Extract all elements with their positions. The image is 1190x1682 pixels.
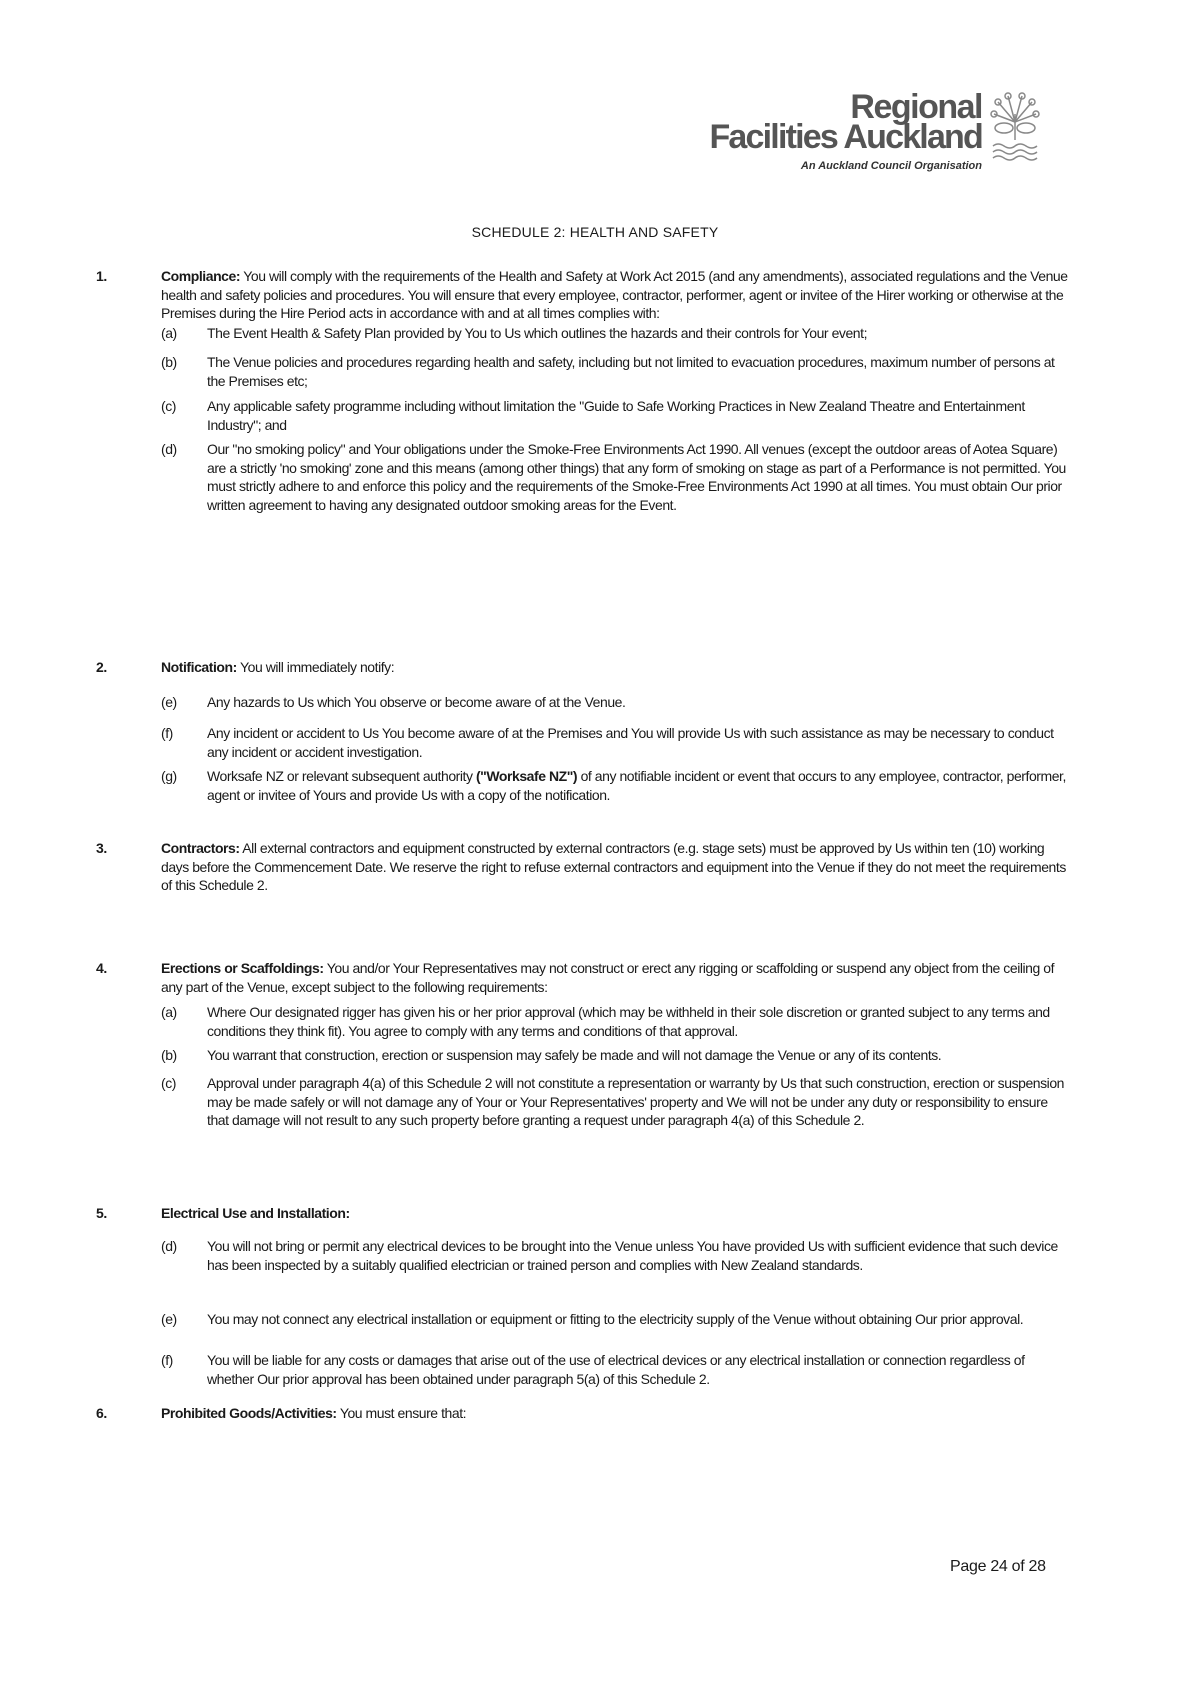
- section-contractors: [161, 839, 1071, 895]
- item-label: (g): [161, 768, 177, 784]
- item-label: (b): [161, 1047, 177, 1063]
- defined-term: ("Worksafe NZ"): [475, 768, 578, 784]
- item-text: Any applicable safety programme including without limitation the "Guide to Safe Working Practices in New Zealand Theatre and Entertainment Industry"; and: [207, 398, 1025, 433]
- section-number: 6.: [96, 1405, 107, 1421]
- section-notification: [161, 658, 1071, 677]
- item-label: (e): [161, 694, 177, 710]
- item-text: You will be liable for any costs or damages that arise out of the use of electrical devices or any electrical installation or connection regardless of whether Our prior approval has been obtained under paragraph 5(a) of this Schedule 2.: [207, 1352, 1025, 1387]
- section-text: You and/or Your Representatives may not construct or erect any rigging or scaffolding or suspend any object from the ceiling of any part of the Venue, except subject to the following requirements:: [161, 960, 1055, 995]
- logo: [709, 88, 1060, 190]
- section-heading: Prohibited Goods/Activities:: [161, 1405, 337, 1421]
- item-label: (d): [161, 1238, 177, 1254]
- item-text: You may not connect any electrical installation or equipment or fitting to the electricity supply of the Venue without obtaining Our prior approval.: [207, 1311, 1024, 1327]
- section-heading: Contractors:: [161, 840, 240, 856]
- section-heading: Electrical Use and Installation:: [161, 1205, 350, 1221]
- item-text: You warrant that construction, erection or suspension may safely be made and will not damage the Venue or any of its contents.: [207, 1047, 942, 1063]
- logo-line2: Facilities Auckland: [709, 118, 982, 156]
- section-prohibited: [161, 1404, 1071, 1423]
- item-label: (a): [161, 325, 177, 341]
- section-number: 1.: [96, 268, 107, 284]
- item-text: Our "no smoking policy" and Your obligations under the Smoke-Free Environments Act 1990. All venues (except the outdoor areas of Aotea Square) are a strictly 'no smoking' zone and this means (among other things) that any form of smoking on stage as part of a Performance is not permitted. You must strictly adhere to and enforce this policy and the requirements of the Smoke-Free Environments Act 1990 at all times. You must obtain Our prior written agreement to having any designated outdoor smoking areas for the Event.: [207, 441, 1066, 513]
- item-label: (c): [161, 1075, 176, 1091]
- section-text: You will comply with the requirements of the Health and Safety at Work Act 2015 (and any amendments), associated regulations and the Venue health and safety policies and procedures. You will ensure that every employee, contractor, performer, agent or invitee of the Hirer working or otherwise at the Premises during the Hire Period acts in accordance with and at all times complies with:: [161, 268, 1068, 321]
- section-text: You will immediately notify:: [236, 659, 395, 675]
- item-text-a: Worksafe NZ or relevant subsequent authority: [207, 768, 476, 784]
- section-text: You must ensure that:: [336, 1405, 467, 1421]
- item-text: Where Our designated rigger has given his or her prior approval (which may be withheld in their sole discretion or granted subject to any terms and conditions they think fit). You agree to comply with any terms and conditions of that approval.: [207, 1004, 1050, 1039]
- section-number: 3.: [96, 840, 107, 856]
- logo-line1: Regional: [850, 88, 982, 126]
- section-compliance: [161, 267, 1071, 323]
- item-text: Any incident or accident to Us You become aware of at the Premises and You will provide Us with such assistance as may be necessary to conduct any incident or accident investigation.: [207, 725, 1054, 760]
- section-number: 2.: [96, 659, 107, 675]
- item-label: (c): [161, 398, 176, 414]
- pohutukawa-icon: [990, 92, 1040, 164]
- section-heading: Compliance:: [161, 268, 241, 284]
- item-text-b: of any notifiable incident or event that occurs to any employee, contractor, performer, agent or invitee of Yours and provide Us with a copy of the notification.: [207, 768, 1066, 803]
- item-label: (f): [161, 725, 173, 741]
- item-label: (b): [161, 354, 177, 370]
- section-text: All external contractors and equipment constructed by external contractors (e.g. stage sets) must be approved by Us within ten (10) working days before the Commencement Date. We reserve the right to refuse external contractors and equipment into the Venue if they do not meet the requirements of this Schedule 2.: [161, 840, 1066, 893]
- item-text: Any hazards to Us which You observe or become aware of at the Venue.: [207, 694, 626, 710]
- item-text: Approval under paragraph 4(a) of this Schedule 2 will not constitute a representation or warranty by Us that such construction, erection or suspension may be made safely or will not damage any of Your or Your Representatives' property and We will not be under any duty or responsibility to ensure that damage will not result to any such property before granting a request under paragraph 4(a) of this Schedule 2.: [207, 1075, 1065, 1128]
- item-text: The Venue policies and procedures regarding health and safety, including but not limited to evacuation procedures, maximum number of persons at the Premises etc;: [207, 354, 1055, 389]
- section-heading: Erections or Scaffoldings:: [161, 960, 324, 976]
- item-label: (a): [161, 1004, 177, 1020]
- item-text: You will not bring or permit any electrical devices to be brought into the Venue unless You have provided Us with sufficient evidence that such device has been inspected by a suitably qualified electrician or trained person and complies with New Zealand standards.: [207, 1238, 1058, 1273]
- section-number: 5.: [96, 1205, 107, 1221]
- item-label: (f): [161, 1352, 173, 1368]
- item-label: (d): [161, 441, 177, 457]
- page-number: Page 24 of 28: [950, 1558, 1046, 1575]
- page-title: SCHEDULE 2: HEALTH AND SAFETY: [471, 224, 719, 240]
- item-text: [207, 767, 1071, 804]
- section-heading: Notification:: [161, 659, 237, 675]
- section-erections: [161, 959, 1071, 996]
- section-electrical: [161, 1204, 1071, 1223]
- item-text: The Event Health & Safety Plan provided by You to Us which outlines the hazards and their controls for Your event;: [207, 325, 868, 341]
- section-number: 4.: [96, 960, 107, 976]
- item-label: (e): [161, 1311, 177, 1327]
- logo-tagline: An Auckland Council Organisation: [800, 160, 982, 172]
